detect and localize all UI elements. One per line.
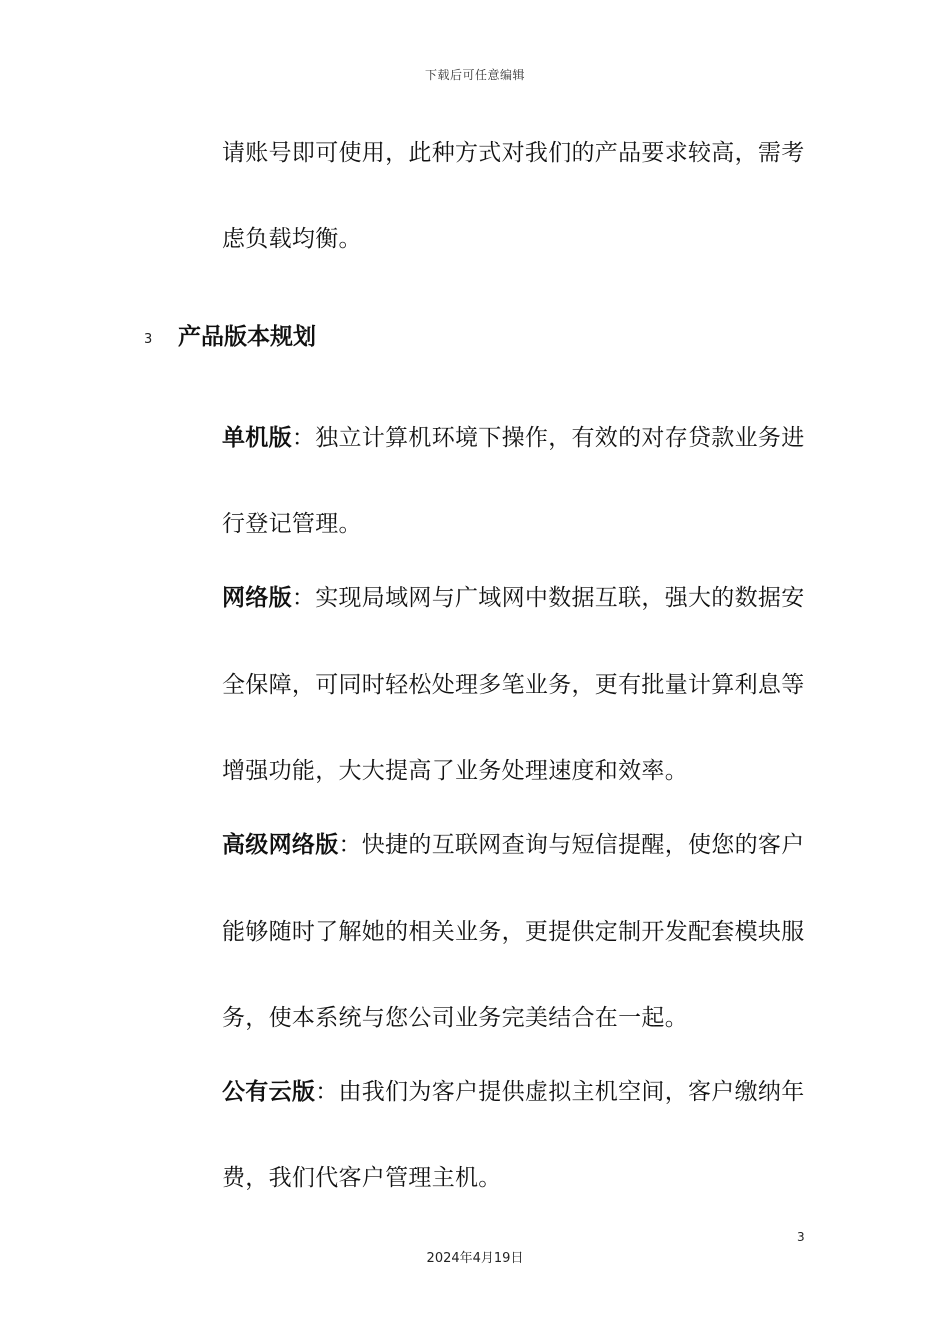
edition-text: ：由我们为客户提供虚拟主机空间，客户缴纳年 xyxy=(315,1079,805,1105)
edition-advanced-line-2: 能够随时了解她的相关业务，更提供定制开发配套模块服 xyxy=(222,919,805,945)
edition-term: 公有云版 xyxy=(222,1079,316,1105)
edition-network-line-1 xyxy=(222,583,805,613)
intro-line-1: 请账号即可使用，此种方式对我们的产品要求较高，需考 xyxy=(222,140,805,166)
edition-advanced-line-1 xyxy=(222,830,805,860)
edition-term: 网络版 xyxy=(222,585,292,611)
edition-term: 单机版 xyxy=(222,425,292,451)
edition-standalone-line-2: 行登记管理。 xyxy=(222,511,362,537)
edition-standalone-line-1 xyxy=(222,423,805,453)
page-header: 下载后可任意编辑 xyxy=(424,68,525,82)
edition-term: 高级网络版 xyxy=(222,832,339,858)
edition-text: ：实现局域网与广域网中数据互联，强大的数据安 xyxy=(291,585,805,611)
edition-text: ：独立计算机环境下操作，有效的对存贷款业务进 xyxy=(291,425,805,451)
edition-advanced-line-3: 务，使本系统与您公司业务完美结合在一起。 xyxy=(222,1005,688,1031)
edition-network-line-2: 全保障，可同时轻松处理多笔业务，更有批量计算利息等 xyxy=(222,672,805,698)
edition-network-line-3: 增强功能，大大提高了业务处理速度和效率。 xyxy=(222,758,688,784)
edition-cloud-line-1 xyxy=(222,1077,805,1107)
edition-cloud-line-2: 费，我们代客户管理主机。 xyxy=(222,1165,502,1191)
intro-line-2: 虑负载均衡。 xyxy=(222,226,362,252)
page-number: 3 xyxy=(797,1230,805,1244)
footer-date: 2024年4月19日 xyxy=(426,1251,524,1266)
section-title: 产品版本规划 xyxy=(178,324,316,350)
section-number: 3 xyxy=(144,332,153,347)
edition-text: ：快捷的互联网查询与短信提醒，使您的客户 xyxy=(338,832,805,858)
